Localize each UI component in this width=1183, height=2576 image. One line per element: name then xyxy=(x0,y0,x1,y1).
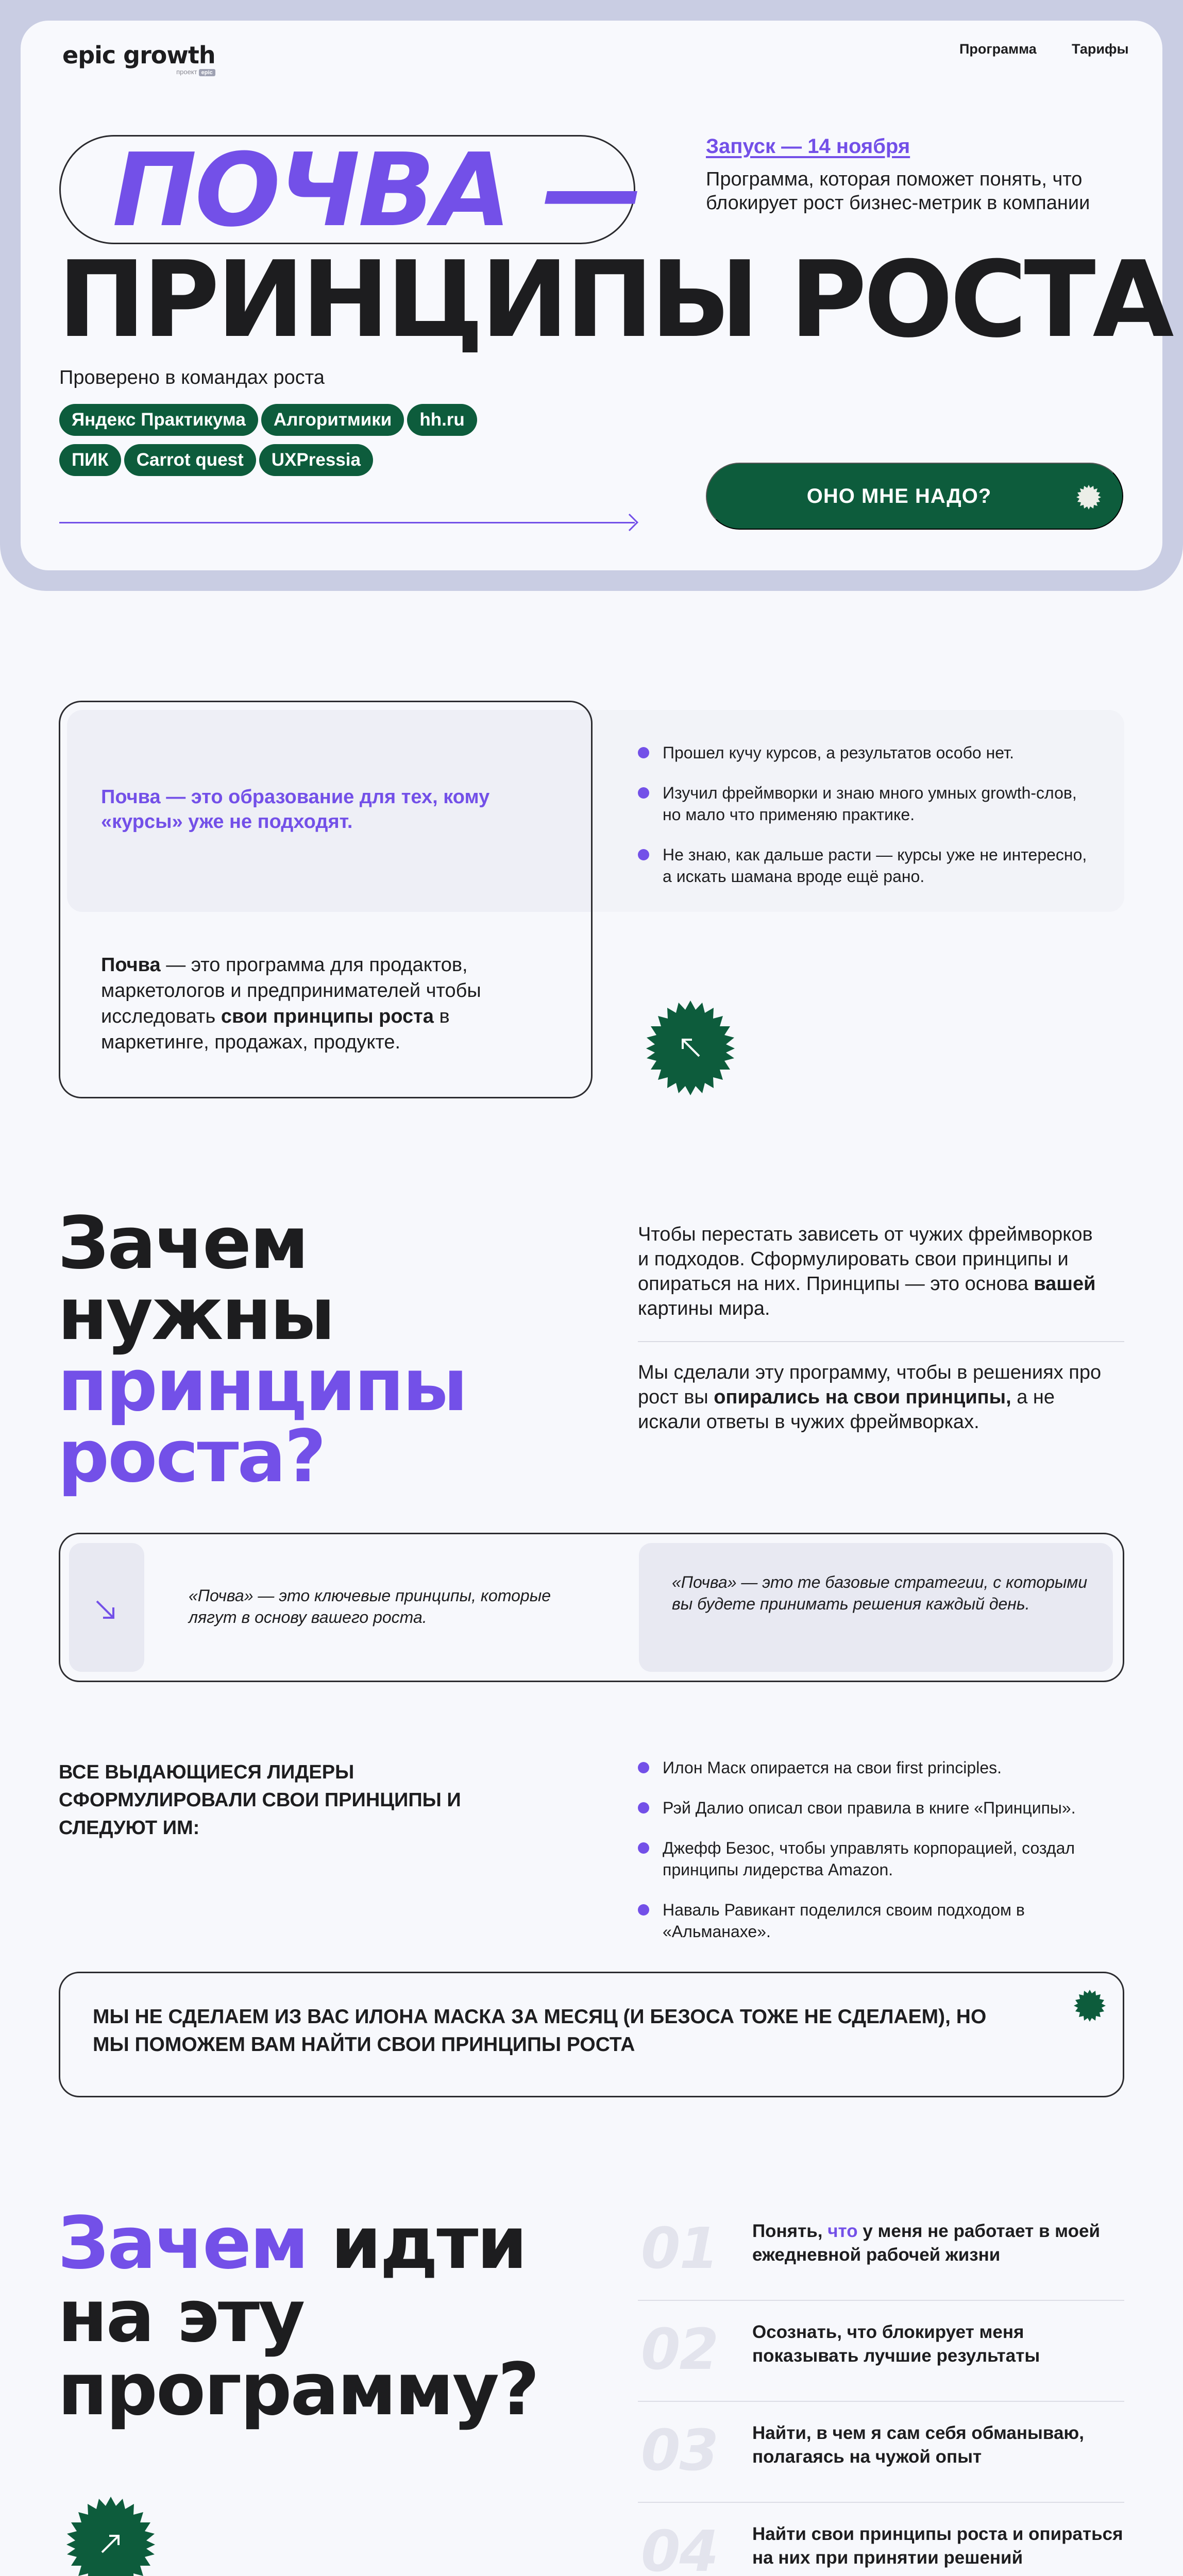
musk-banner-text: МЫ НЕ СДЕЛАЕМ ИЗ ВАС ИЛОНА МАСКА ЗА МЕСЯЦ (И БЕЗОСА ТОЖЕ НЕ СДЕЛАЕМ), НО МЫ ПОМОЖЕМ ВАМ НАЙТИ СВОИ ПРИНЦИПЫ РОСТА xyxy=(93,2006,987,2056)
company-tag: UXPressia xyxy=(259,444,373,476)
list-item: Илон Маск опирается на свои first principles. xyxy=(638,1757,1112,1778)
why-principles-title: Зачем нужны принципы роста? xyxy=(58,1201,466,1499)
divider xyxy=(638,1341,1124,1342)
nav-program[interactable]: Программа xyxy=(959,41,1037,57)
list-item: Наваль Равикант поделился своим подходом в «Альманахе». xyxy=(638,1899,1112,1942)
seal-icon xyxy=(1076,484,1102,510)
step-text: Найти свои принципы роста и опираться на них при принятии решений xyxy=(752,2524,1123,2568)
list-item: Изучил фреймворки и знаю много умных growth-слов, но мало что применяю практике. xyxy=(638,782,1091,825)
hero-pill-text: ПОЧВА — xyxy=(112,132,641,249)
company-tag: ПИК xyxy=(59,444,121,476)
company-tags xyxy=(59,404,574,484)
arrow-up-left-icon[interactable] xyxy=(641,998,739,1096)
company-tag: Алгоритмики xyxy=(261,404,404,436)
logo-sub: проект epic xyxy=(176,68,215,76)
list-item xyxy=(638,2200,1124,2301)
launch-date-link[interactable]: Запуск — 14 ноября xyxy=(706,135,910,158)
list-item xyxy=(638,2503,1124,2576)
arrow-up-right-icon[interactable] xyxy=(62,2495,160,2576)
band-left-text: «Почва» — это ключевые принципы, которые лягут в основу вашего роста. xyxy=(189,1586,551,1626)
seal-icon xyxy=(1073,1989,1107,2023)
list-item: Джефф Безос, чтобы управлять корпорацией, создал принципы лидерства Amazon. xyxy=(638,1837,1112,1880)
leaders-list xyxy=(638,1757,1112,1961)
verified-label: Проверено в командах роста xyxy=(59,367,325,388)
list-item xyxy=(638,2301,1124,2402)
goals-list xyxy=(638,2200,1124,2576)
step-number: 04 xyxy=(641,2518,718,2576)
why-paragraph-1: Чтобы перестать зависеть от чужих фреймворков и подходов. Сформулировать свои принципы и опираться на них. Принципы — это основа вашей картины мира. xyxy=(638,1224,1096,1319)
step-text: Понять, что у меня не работает в моей ежедневной рабочей жизни xyxy=(752,2221,1100,2265)
list-item: Прошел кучу курсов, а результатов особо нет. xyxy=(638,742,1091,764)
leaders-title: ВСЕ ВЫДАЮЩИЕСЯ ЛИДЕРЫ СФОРМУЛИРОВАЛИ СВОИ ПРИНЦИПЫ И СЛЕДУЮТ ИМ: xyxy=(59,1761,461,1839)
hero-title: ПРИНЦИПЫ РОСТА xyxy=(58,239,1171,361)
list-item xyxy=(638,2402,1124,2503)
step-text: Осознать, что блокирует меня показывать лучшие результаты xyxy=(752,2322,1040,2366)
about-description: Почва — это программа для продактов, маркетологов и предпринимателей чтобы исследовать свои принципы роста в маркетинге, продажах, продукте. xyxy=(101,954,481,1053)
why-paragraph-2: Мы сделали эту программу, чтобы в решениях про рост вы опирались на свои принципы, а не искали ответы в чужих фреймворках. xyxy=(638,1362,1102,1433)
arrow-down-right-icon xyxy=(88,1592,124,1628)
company-tag: Яндекс Практикума xyxy=(59,404,258,436)
company-tag: hh.ru xyxy=(407,404,477,436)
list-item: Не знаю, как дальше расти — курсы уже не интересно, а искать шамана вроде ещё рано. xyxy=(638,844,1091,887)
pains-list xyxy=(638,742,1091,906)
list-item: Рэй Далио описал свои правила в книге «Принципы». xyxy=(638,1797,1112,1819)
cta-label: ОНО МНЕ НАДО? xyxy=(806,484,992,507)
about-quote: Почва — это образование для тех, кому «курсы» уже не подходят. xyxy=(101,786,490,833)
cta-button[interactable] xyxy=(706,463,1123,530)
step-number: 02 xyxy=(641,2316,718,2382)
band-right-text: «Почва» — это те базовые стратегии, с которыми вы будете принимать решения каждый день. xyxy=(672,1573,1088,1613)
nav-tariffs[interactable]: Тарифы xyxy=(1072,41,1129,57)
why-program-title: Зачем идти на эту программу? xyxy=(58,2201,538,2432)
arrow-right-icon xyxy=(59,522,635,523)
hero-description: Программа, которая поможет понять, что блокирует рост бизнес-метрик в компании xyxy=(706,168,1090,214)
step-text: Найти, в чем я сам себя обманываю, полагаясь на чужой опыт xyxy=(752,2423,1085,2467)
logo[interactable] xyxy=(62,41,215,76)
logo-text: epic growth xyxy=(62,41,215,69)
step-number: 01 xyxy=(641,2215,718,2281)
step-number: 03 xyxy=(641,2417,718,2483)
company-tag: Carrot quest xyxy=(124,444,256,476)
